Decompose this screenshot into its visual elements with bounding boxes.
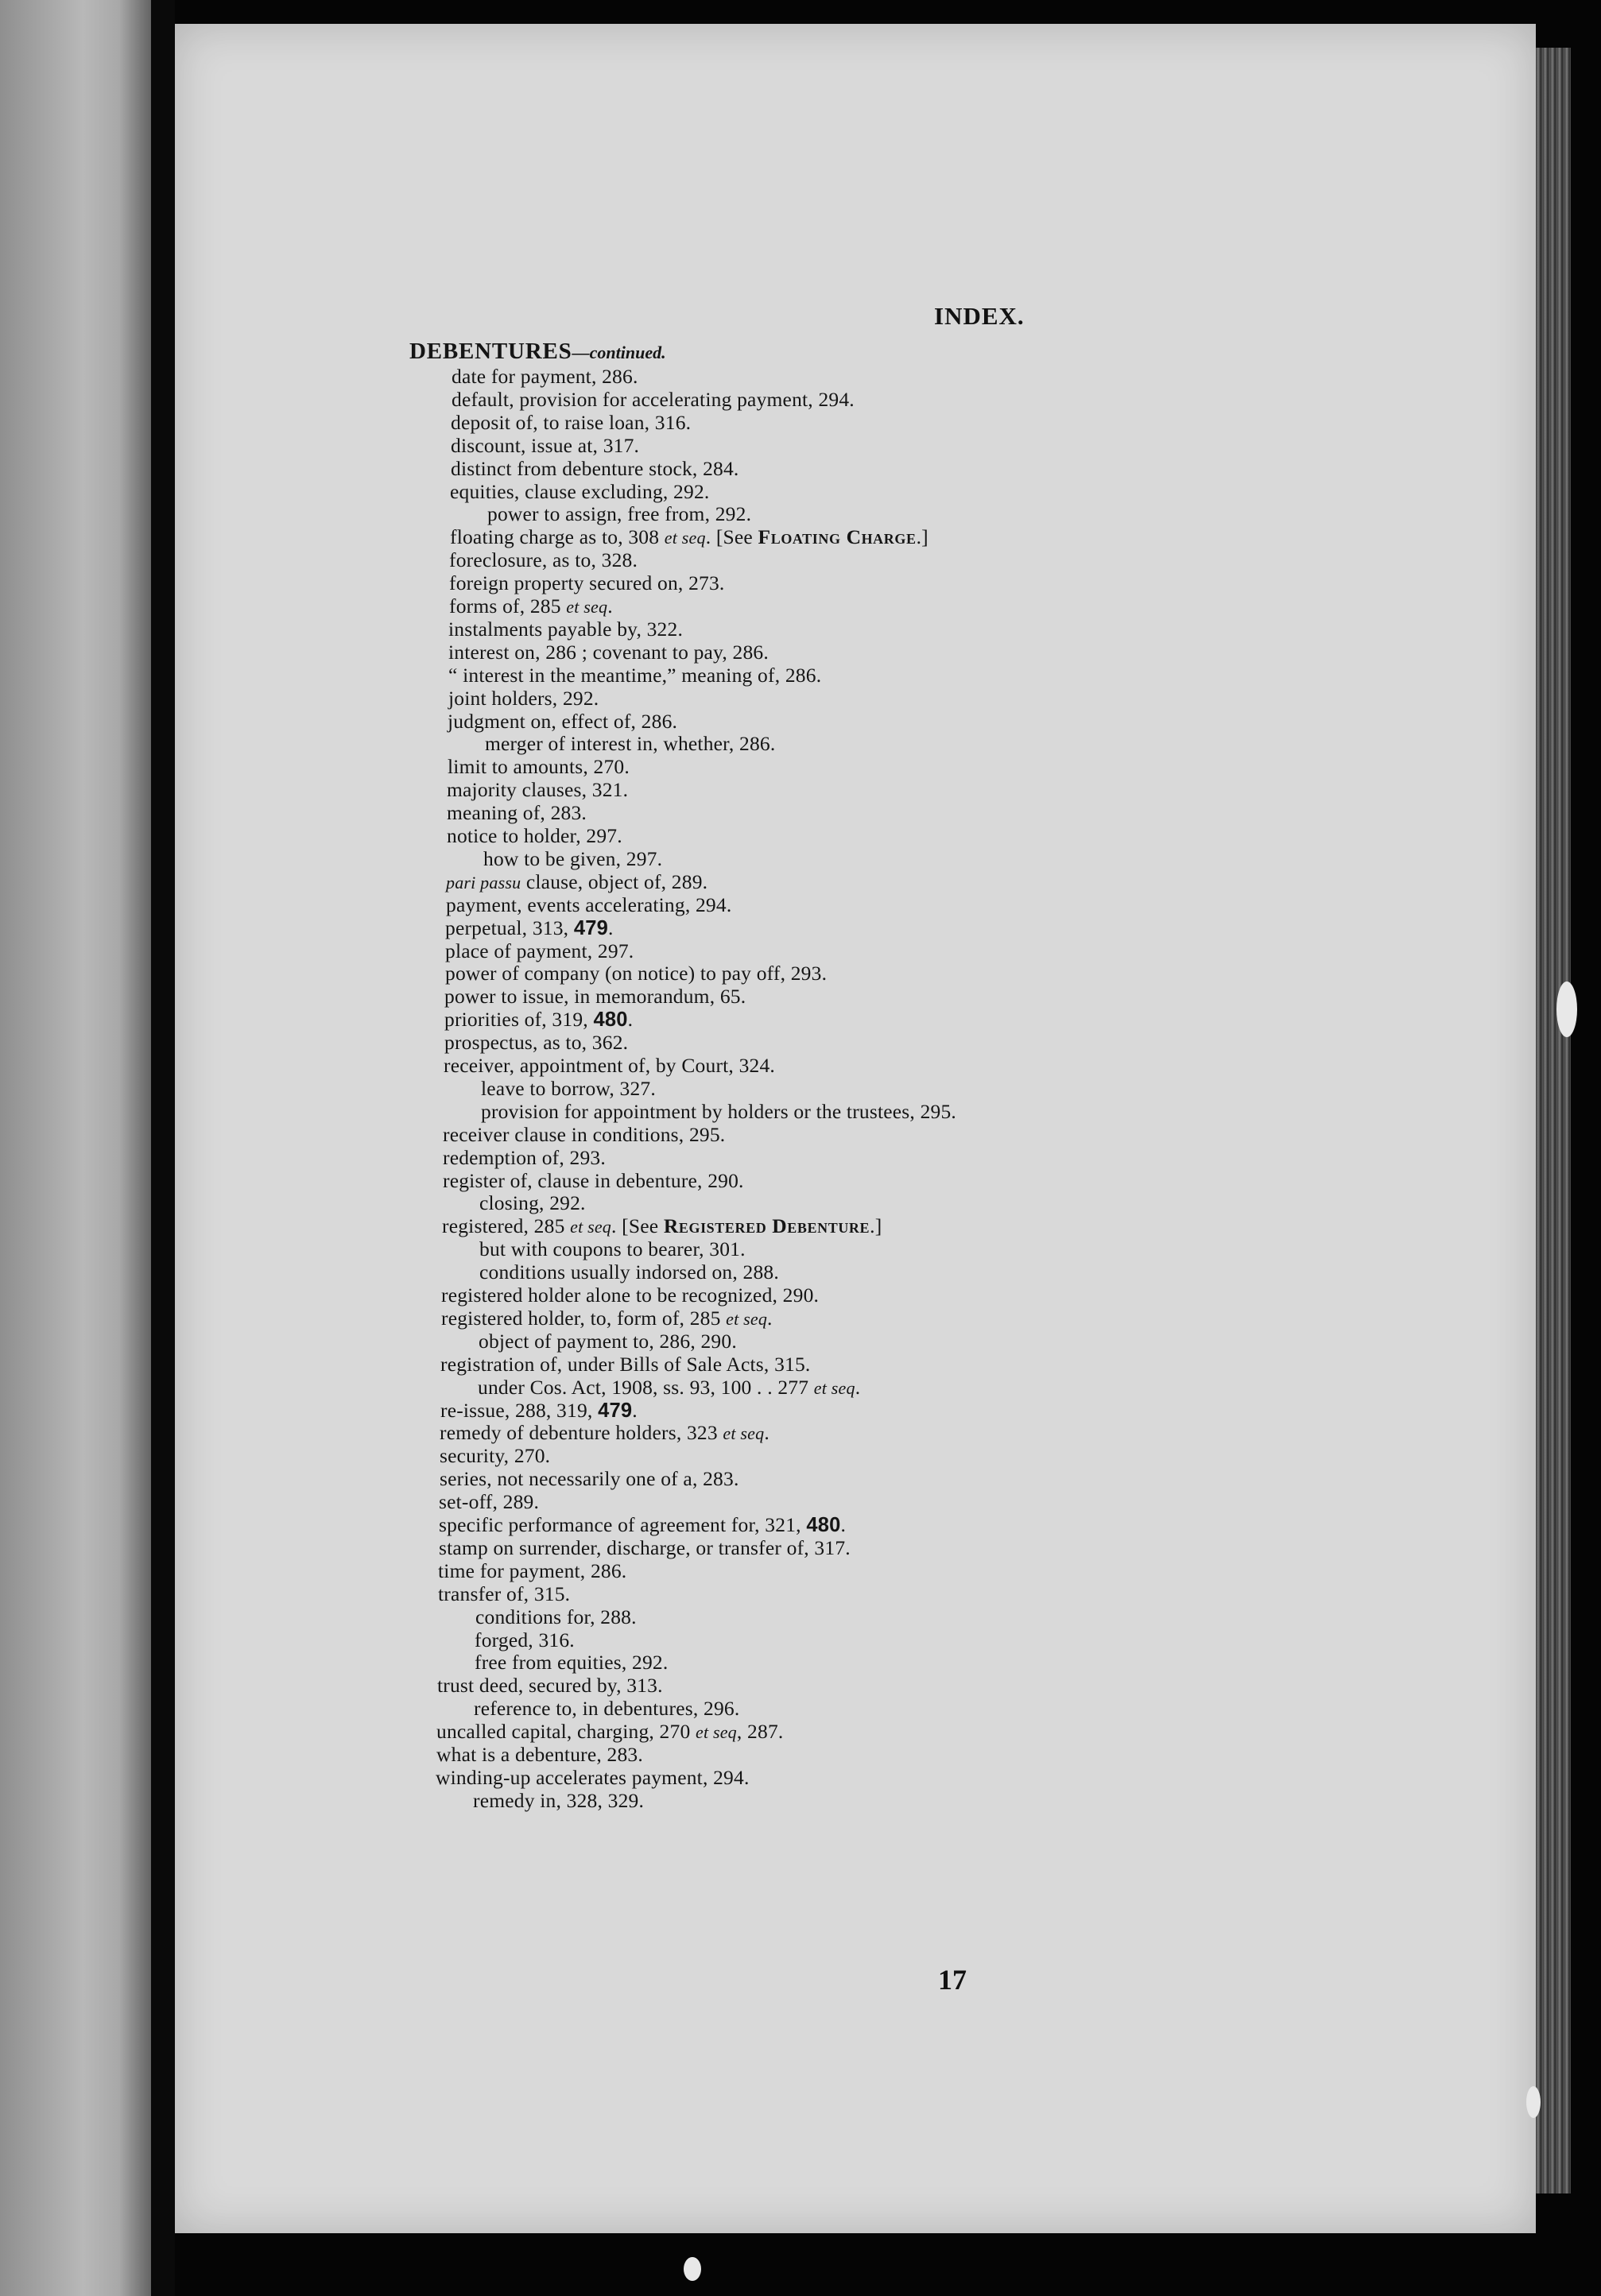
entry-text: . — [627, 1008, 634, 1032]
index-entry — [444, 1032, 628, 1054]
entry-text: conditions for, 288. — [475, 1605, 637, 1628]
entry-text: trust deed, secured by, 313. — [437, 1674, 663, 1698]
entry-text: remedy in, 328, 329. — [473, 1788, 645, 1812]
index-entry — [440, 1422, 769, 1445]
index-entry — [441, 1284, 819, 1307]
entry-text: receiver, appointment of, by Court, 324. — [444, 1054, 775, 1077]
index-entry — [451, 412, 691, 434]
entry-text: et seq — [570, 1217, 612, 1237]
index-entry — [449, 595, 613, 618]
index-entry — [478, 1376, 860, 1400]
entry-text: clause, object of, 289. — [521, 869, 708, 893]
index-entry — [439, 1514, 846, 1536]
entry-text: registered holder, to, form of, 285 — [441, 1306, 727, 1330]
entry-text: transfer of, 315. — [438, 1582, 571, 1605]
entry-text: reference to, in debentures, 296. — [474, 1697, 740, 1721]
index-entry — [448, 618, 683, 641]
entry-text: . — [767, 1306, 773, 1330]
entry-text: security, 270. — [440, 1444, 551, 1468]
entry-text: uncalled capital, charging, 270 — [436, 1720, 696, 1744]
entry-text: .] — [870, 1214, 882, 1238]
entry-text: forged, 316. — [475, 1628, 575, 1651]
entry-text: interest on, 286 ; covenant to pay, 286. — [448, 640, 769, 664]
entry-text: Floating Charge — [758, 525, 917, 549]
entry-text: power to issue, in memorandum, 65. — [444, 985, 746, 1009]
entry-text: registration of, under Bills of Sale Acts, 315. — [440, 1352, 811, 1376]
entry-text: payment, events accelerating, 294. — [446, 892, 732, 916]
entry-text: instalments payable by, 322. — [448, 617, 684, 641]
index-entry — [443, 1124, 725, 1146]
entry-text: et seq — [695, 1722, 737, 1743]
entry-text: judgment on, effect of, 286. — [448, 709, 678, 733]
heading-continued: —continued. — [572, 343, 666, 362]
index-entry — [452, 366, 638, 388]
index-page — [175, 24, 1536, 2233]
entry-text: but with coupons to bearer, 301. — [479, 1237, 746, 1261]
index-entry — [475, 1651, 668, 1674]
index-entry — [440, 1400, 638, 1422]
entry-text: object of payment to, 286, 290. — [479, 1329, 737, 1353]
entry-text: majority clauses, 321. — [447, 778, 629, 802]
entry-text: et seq — [726, 1308, 768, 1329]
index-entry — [440, 1468, 739, 1490]
entry-text: . — [607, 594, 613, 618]
index-entry — [436, 1767, 750, 1789]
entry-text: et seq — [664, 528, 706, 548]
index-entry — [475, 1629, 575, 1651]
entry-text: 480 — [593, 1009, 628, 1032]
index-entry — [447, 802, 587, 824]
entry-text: winding-up accelerates payment, 294. — [436, 1765, 750, 1789]
entry-text: et seq — [723, 1423, 765, 1444]
index-entry — [479, 1330, 737, 1353]
entry-text: conditions usually indorsed on, 288. — [479, 1260, 779, 1284]
index-entry — [445, 917, 614, 939]
index-entries — [175, 24, 1536, 2233]
entry-text: meaning of, 283. — [447, 801, 587, 825]
index-entry — [440, 1353, 811, 1376]
entry-text: time for payment, 286. — [438, 1558, 627, 1582]
index-entry — [451, 458, 739, 480]
entry-text: free from equities, 292. — [475, 1651, 669, 1675]
index-entry — [475, 1606, 637, 1628]
dust-speck — [1526, 2086, 1541, 2118]
index-entry — [451, 435, 639, 457]
index-entry — [479, 1261, 779, 1284]
entry-text: . [See — [705, 525, 758, 549]
entry-text: et seq — [566, 597, 608, 617]
entry-text: 480 — [806, 1514, 841, 1536]
entry-text: leave to borrow, 327. — [481, 1076, 656, 1100]
entry-text: notice to holder, 297. — [447, 824, 622, 847]
entry-text: foreign property secured on, 273. — [449, 571, 725, 595]
facing-page-shadow — [119, 0, 151, 2296]
index-entry — [479, 1238, 746, 1260]
entry-text: et seq — [813, 1377, 855, 1398]
entry-text: distinct from debenture stock, 284. — [451, 456, 739, 480]
index-entry — [447, 779, 628, 801]
entry-text: stamp on surrender, discharge, or transfer of, 317. — [439, 1535, 851, 1559]
entry-text: pari passu — [446, 872, 521, 892]
entry-text: redemption of, 293. — [443, 1145, 606, 1169]
entry-text: deposit of, to raise loan, 316. — [451, 410, 692, 434]
page-number: 17 — [938, 1964, 967, 1996]
index-entry — [479, 1192, 586, 1214]
index-entry — [450, 481, 709, 503]
index-entry — [448, 664, 821, 687]
index-heading — [409, 340, 666, 364]
dust-speck — [684, 2257, 701, 2281]
entry-text: re-issue, 288, 319, — [440, 1398, 599, 1422]
entry-text: how to be given, 297. — [483, 846, 663, 870]
entry-text: closing, 292. — [479, 1191, 586, 1215]
index-entry — [442, 1215, 882, 1238]
index-entry — [474, 1698, 739, 1720]
entry-text: provision for appointment by holders or the trustees, 295. — [481, 1099, 957, 1123]
entry-text: Registered Debenture — [663, 1214, 870, 1238]
index-entry — [443, 1170, 744, 1192]
index-entry — [438, 1560, 626, 1582]
entry-text: floating charge as to, 308 — [450, 525, 665, 549]
entry-text: . [See — [611, 1214, 664, 1238]
index-entry — [439, 1491, 539, 1513]
index-entry — [483, 848, 662, 870]
index-entry — [449, 549, 638, 571]
entry-text: joint holders, 292. — [448, 686, 599, 710]
entry-text: register of, clause in debenture, 290. — [443, 1168, 744, 1192]
index-entry — [448, 641, 769, 664]
running-header: INDEX. — [934, 302, 1025, 330]
index-entry — [448, 710, 677, 733]
entry-text: . — [855, 1375, 861, 1399]
entry-text: series, not necessarily one of a, 283. — [440, 1467, 739, 1491]
entry-text: limit to amounts, 270. — [448, 755, 630, 779]
heading-term: DEBENTURES — [409, 339, 572, 364]
index-entry — [485, 733, 775, 755]
index-entry — [440, 1445, 550, 1467]
book-page-edges — [1536, 48, 1571, 2193]
index-entry — [448, 756, 630, 778]
entry-text: remedy of debenture holders, 323 — [440, 1421, 723, 1445]
entry-text: . — [607, 916, 614, 939]
entry-text: under Cos. Act, 1908, ss. 93, 100 . . 277 — [478, 1375, 814, 1399]
entry-text: receiver clause in conditions, 295. — [443, 1122, 726, 1146]
entry-text: . — [632, 1398, 638, 1422]
index-entry — [445, 962, 827, 985]
index-entry — [437, 1675, 663, 1697]
index-entry — [487, 503, 751, 525]
index-entry — [481, 1101, 956, 1123]
index-entry — [450, 526, 928, 549]
index-entry — [448, 687, 599, 710]
index-entry — [444, 985, 746, 1008]
entry-text: place of payment, 297. — [445, 939, 634, 962]
index-entry — [441, 1307, 773, 1330]
index-entry — [452, 389, 855, 411]
index-entry — [444, 1009, 633, 1031]
entry-text: “ interest in the meantime,” meaning of, 286. — [448, 663, 822, 687]
index-entry — [446, 894, 731, 916]
index-entry — [438, 1583, 570, 1605]
dust-speck — [1556, 982, 1577, 1037]
book-gutter — [151, 0, 175, 2296]
entry-text: . — [840, 1513, 847, 1536]
entry-text: . — [764, 1421, 769, 1445]
entry-text: forms of, 285 — [449, 594, 567, 618]
entry-text: power of company (on notice) to pay off, 293. — [445, 962, 828, 985]
entry-text: prospectus, as to, 362. — [444, 1031, 629, 1055]
index-entry — [473, 1790, 644, 1812]
entry-text: .] — [916, 525, 928, 549]
entry-text: foreclosure, as to, 328. — [449, 548, 638, 572]
entry-text: what is a debenture, 283. — [436, 1743, 643, 1766]
index-entry — [443, 1147, 606, 1169]
index-entry — [445, 940, 634, 962]
entry-text: specific performance of agreement for, 321, — [439, 1513, 807, 1536]
entry-text: set-off, 289. — [439, 1490, 540, 1514]
entry-text: equities, clause excluding, 292. — [450, 479, 710, 503]
index-entry — [449, 572, 725, 594]
entry-text: default, provision for accelerating payment, 294. — [452, 387, 855, 411]
entry-text: date for payment, 286. — [452, 365, 638, 388]
entry-text: 479 — [598, 1399, 633, 1422]
entry-text: power to assign, free from, 292. — [487, 502, 752, 526]
entry-text: registered holder alone to be recognized, 290. — [441, 1284, 820, 1307]
index-entry — [444, 1055, 775, 1077]
entry-text: registered, 285 — [442, 1214, 571, 1238]
entry-text: discount, issue at, 317. — [451, 433, 640, 457]
entry-text: perpetual, 313, — [445, 916, 574, 939]
index-entry — [447, 825, 622, 847]
index-entry — [446, 871, 707, 894]
index-entry — [481, 1078, 656, 1100]
entry-text: 479 — [573, 916, 608, 939]
index-entry — [439, 1537, 851, 1559]
index-entry — [436, 1744, 643, 1766]
entry-text: priorities of, 319, — [444, 1008, 594, 1032]
entry-text: , 287. — [736, 1720, 784, 1744]
index-entry — [436, 1721, 783, 1744]
entry-text: merger of interest in, whether, 286. — [485, 732, 776, 756]
